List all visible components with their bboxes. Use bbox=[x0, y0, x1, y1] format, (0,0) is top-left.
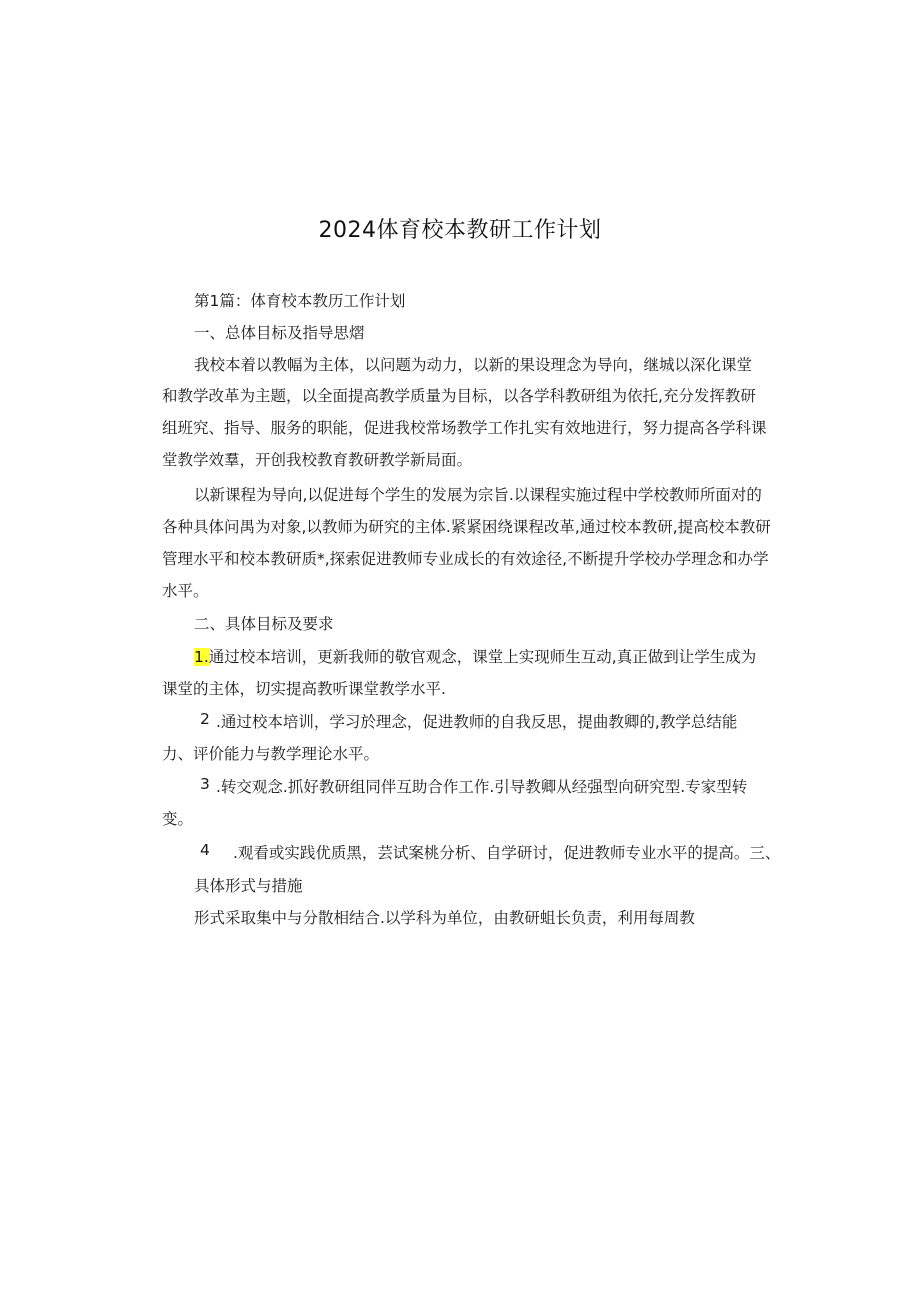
list-item-1-line-1 bbox=[194, 645, 756, 667]
paragraph-2-line-4: 水平。 bbox=[162, 582, 209, 600]
list-item-3-line-2: 变。 bbox=[162, 810, 194, 828]
document-title: 2024体育校本教研工作计划 bbox=[318, 218, 602, 243]
paragraph-1-line-3: 组班究、指导、服务的职能，促进我校常场教学工作扎实有效地进行，努力提高各学科课 bbox=[162, 419, 767, 437]
paragraph-2-line-2: 各种具体问禺为对象,以教师为研究的主体.紧紧困绕课程改革,通过校本教研,提高校本教研 bbox=[162, 518, 771, 536]
paragraph-1-line-4: 堂教学效羣，开创我校教育教研教学新局面。 bbox=[162, 451, 473, 469]
paragraph-2-line-3: 管理水平和校本教研质*,探索促进教师专业成长的有效途径,不断提升学校办学理念和办学 bbox=[162, 550, 769, 568]
highlight-marker: 1. bbox=[194, 648, 209, 666]
list-item-1-text: 通过校本培训，更新我师的敬官观念，课堂上实现师生互动,真正做到让学生成为 bbox=[208, 648, 757, 666]
paragraph-3: 形式采取集中与分散相结合.以学科为单位，由教研蛆长负责，利用每周教 bbox=[194, 909, 695, 927]
paragraph-2-line-1: 以新课程为导向,以促进每个学生的发展为宗旨.以课程实施过程中学校教师所面对的 bbox=[194, 486, 762, 504]
list-item-2-number: 2 bbox=[200, 710, 210, 728]
list-item-2-line-2: 力、评价能力与教学理论水平。 bbox=[162, 745, 380, 763]
list-item-3-line-1: .转交观念.抓好教研组同伴互助合作工作.引导教卿从经强型向研究型.专家型转 bbox=[216, 778, 748, 796]
paragraph-1-line-1: 我校本着以教幅为主体，以问题为动力，以新的果设理念为导向，继城以深化课堂 bbox=[194, 356, 753, 374]
list-item-4-line-1: .观看或实践优质黑，芸试案桃分析、自学研讨，促进教师专业水平的提高。三、 bbox=[233, 844, 781, 862]
paragraph-1-line-2: 和教学改革为主题，以全面提高教学质量为目标，以各学科教研组为依托,充分发挥教研 bbox=[162, 387, 756, 405]
section-heading-1: 一、总体目标及指导思熠 bbox=[194, 324, 365, 342]
list-item-1-line-2: 课堂的主体，切实提高教听课堂教学水平. bbox=[162, 680, 446, 698]
chapter-heading: 第1篇：体育校本教历工作计划 bbox=[194, 292, 406, 310]
section-heading-2: 二、具体目标及要求 bbox=[194, 615, 334, 633]
list-item-4-number: 4 bbox=[200, 841, 210, 859]
list-item-3-number: 3 bbox=[200, 775, 210, 793]
list-item-2-line-1: .通过校本培训，学习於理念，促进教师的自我反思，提曲教卿的,教学总结能 bbox=[216, 713, 738, 731]
list-item-4-line-2: 具体形式与措施 bbox=[194, 877, 303, 895]
